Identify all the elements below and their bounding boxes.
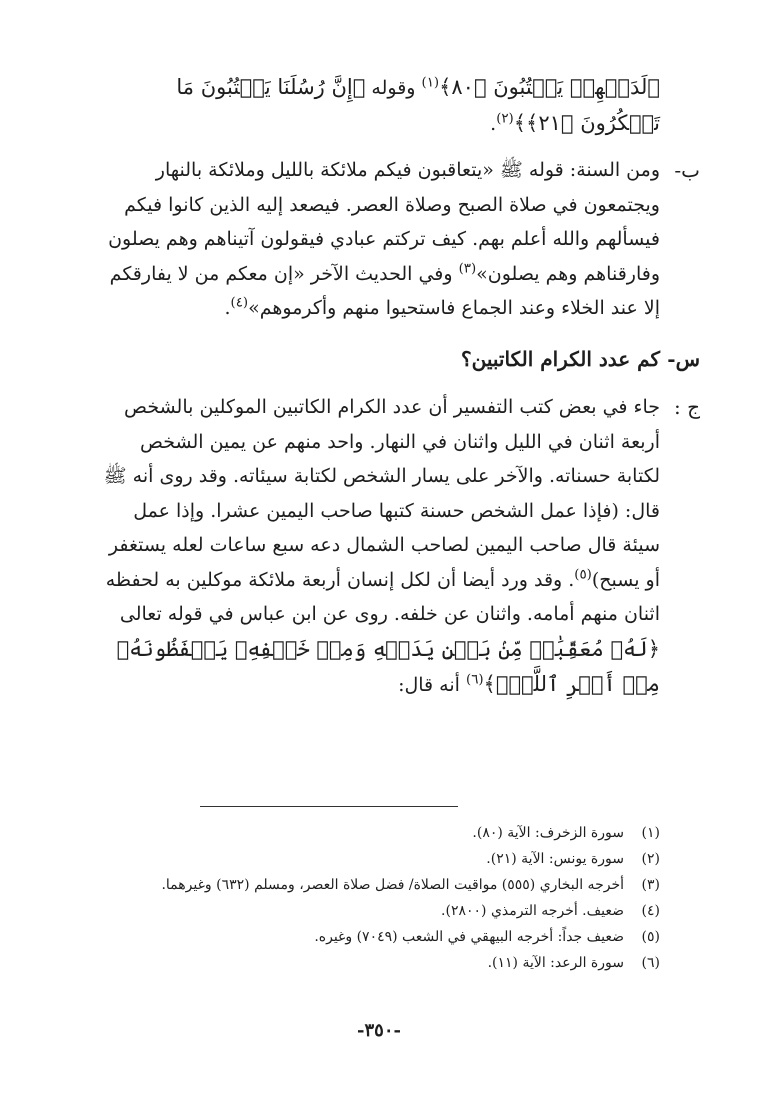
answer-text-3: أنه قال: — [398, 674, 466, 696]
answer-text-1: جاء في بعض كتب التفسير أن عدد الكرام الكاتبين الموكلين بالشخص أربعة اثنان في الليل واثنان في النهار. واحد منهم عن يمين الشخص لكتابة حسناته. والآخر على يسار الشخص لكتابة سيئاته. وقد روى أنه ﷺ قال: (فإذا عمل الشخص حسنة كتبها صاحب اليمين عشرا. وإذا عمل سيئة قال صاحب اليمين لصاحب الشمال دعه سبع ساعات لعله يستغفر أو يسبح) — [103, 396, 660, 591]
footnote-ref-5[interactable]: (٥) — [574, 567, 592, 583]
footnote-4 — [100, 898, 660, 924]
footnote-ref-1[interactable]: (١) — [421, 75, 440, 91]
footnote-number: (٥) — [641, 929, 660, 945]
opening-paragraph — [100, 70, 660, 141]
period: . — [490, 112, 497, 135]
footnote-text: أخرجه البخاري (٥٥٥) مواقيت الصلاة/ فضل صلاة العصر، ومسلم (٦٣٢) وغيرهما. — [161, 877, 624, 893]
sunnah-text-1: ومن السنة: قوله ﷺ «يتعاقبون فيكم ملائكة بالليل وملائكة بالنهار ويجتمعون في صلاة الصبح وصلاة العصر. فيصعد إليه الذين كانوا فيكم فيسألهم والله أعلم بهم. كيف تركتم عبادي فيقولون آتيناهم وهم يصلون وفارقناهم وهم يصلون» — [108, 159, 660, 285]
answer-label: ج : — [673, 395, 700, 419]
footnote-3 — [100, 872, 660, 898]
footnote-ref-2[interactable]: (٢) — [496, 111, 514, 127]
footnote-ref-3[interactable]: (٣) — [458, 261, 477, 277]
footnote-number: (٦) — [641, 955, 660, 971]
quran-verse-3: ﴿لَهُۥ مُعَقِّبَٰتٞ مِّنۢ بَيۡنِ يَدَيۡهِ وَمِنۡ خَلۡفِهِۦ يَحۡفَظُونَهُۥ مِنۡ أَمۡرِ ٱللَّهِۗ﴾ — [116, 636, 660, 696]
footnote-text: سورة يونس: الآية (٢١). — [486, 851, 624, 867]
footnote-number: (٢) — [641, 851, 660, 867]
footnotes — [100, 820, 660, 976]
question-label: س- — [667, 346, 700, 371]
question-section — [100, 342, 700, 377]
section-label-ba: ب- — [674, 158, 700, 182]
footnote-6 — [100, 950, 660, 976]
sunnah-text-2: وفي الحديث الآخر «إن معكم من لا يفارقكم إلا عند الخلاء وعند الجماع فاستحيوا منهم وأكرموهم» — [109, 262, 660, 319]
conjunction-text: وقوله — [365, 77, 422, 99]
footnote-number: (٤) — [641, 903, 660, 919]
footnote-5 — [100, 924, 660, 950]
footnote-ref-6[interactable]: (٦) — [465, 672, 484, 688]
quran-verse-2: ﴿إِنَّ رُسُلَنَا يَكۡتُبُونَ مَا تَمۡكُرُونَ ﴿٢١﴾﴾ — [176, 75, 660, 135]
footnote-text: سورة الزخرف: الآية (٨٠). — [472, 825, 624, 841]
quran-verse-1: ﴿لَدَيۡهِمۡ يَكۡتُبُونَ ﴿٨٠﴾ — [439, 75, 660, 99]
footnote-separator — [200, 806, 458, 807]
footnote-1 — [100, 820, 660, 846]
period: . — [224, 297, 231, 319]
main-text — [100, 70, 700, 703]
answer-text-2: . وقد ورد أيضا أن لكل إنسان أربعة ملائكة موكلين به لحفظه اثنان منهم أمامه. واثنان عن خلفه. روى عن ابن عباس في قوله تعالى — [105, 568, 660, 625]
sunnah-section — [100, 153, 700, 326]
footnote-text: ضعيف. أخرجه الترمذي (٢٨٠٠). — [441, 903, 624, 919]
footnote-number: (٣) — [641, 877, 660, 893]
footnote-ref-4[interactable]: (٤) — [230, 295, 249, 311]
footnote-text: ضعيف جداً: أخرجه البيهقي في الشعب (٧٠٤٩) وغيره. — [314, 929, 624, 945]
question-text: كم عدد الكرام الكاتبين؟ — [461, 346, 660, 371]
footnote-text: سورة الرعد: الآية (١١). — [487, 955, 624, 971]
footnote-2 — [100, 846, 660, 872]
page-number: -٣٥٠- — [357, 1020, 401, 1041]
answer-section — [100, 390, 700, 703]
footnote-number: (١) — [641, 825, 660, 841]
